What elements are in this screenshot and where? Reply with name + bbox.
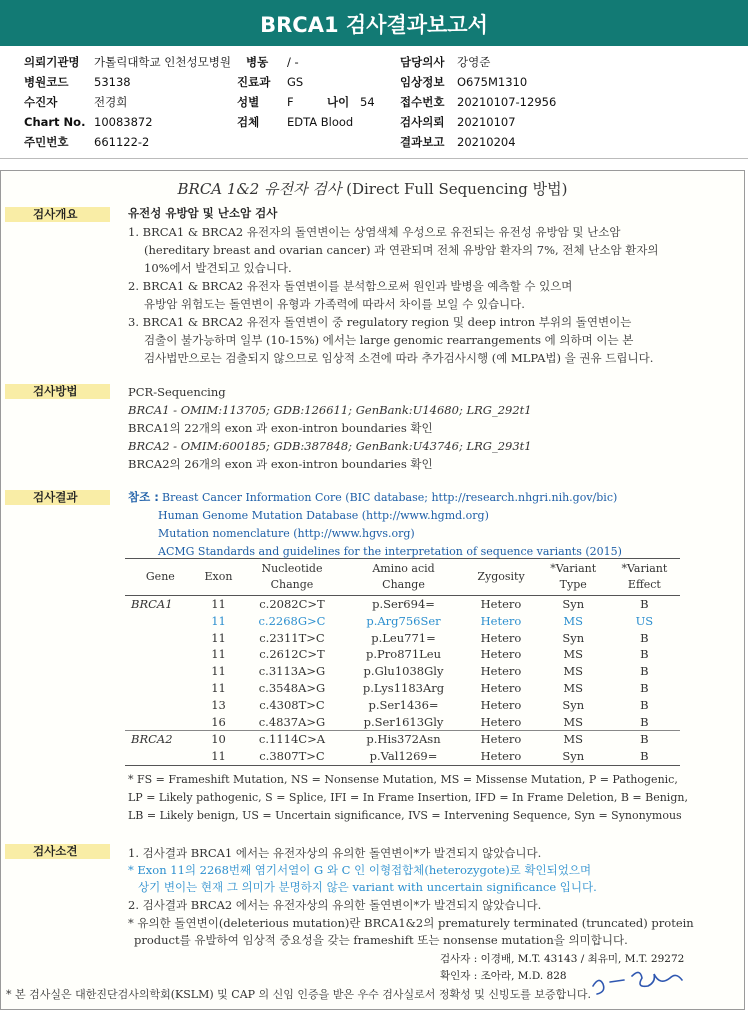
cell-variant-type: Syn (562, 697, 585, 712)
info-label: Chart No. (24, 115, 86, 129)
info-label: 주민번호 (24, 135, 69, 149)
cell-nucleotide: c.2612C>T (259, 647, 325, 662)
info-value: 53138 (94, 75, 131, 89)
cell-exon: 10 (196, 731, 242, 748)
cell-variant-type: MS (538, 731, 609, 748)
cell-zygosity: Hetero (480, 647, 522, 662)
cell-nucleotide: c.3807T>C (259, 749, 325, 764)
info-value: O675M1310 (457, 75, 528, 89)
findings-line: 상기 변이는 현재 그 의미가 분명하지 않은 variant with uncertain significance 입니다. (138, 880, 597, 894)
overview-line: 3. BRCA1 & BRCA2 유전자 돌연변이 중 regulatory region 및 deep intron 부위의 돌연변이는 (128, 315, 632, 329)
info-label: 병원코드 (24, 75, 69, 89)
cell-gene (125, 646, 196, 663)
table-row (125, 748, 680, 765)
cell-exon: 11 (211, 597, 226, 611)
cell-gene (125, 630, 196, 647)
info-value: GS (287, 75, 304, 89)
info-label: 나이 (327, 95, 350, 109)
column-header-variant-effect: *Variant Effect (621, 562, 668, 591)
cell-amino-acid: p.Arg756Ser (366, 613, 441, 628)
cell-zygosity: Hetero (480, 697, 522, 712)
findings-line: * 유의한 돌연변이(deleterious mutation)란 BRCA1&2의 prematurely terminated (truncated) protein (128, 916, 694, 930)
table-row (125, 731, 680, 748)
section-label-results: 검사결과 (5, 490, 110, 505)
legend-line: * FS = Frameshift Mutation, NS = Nonsense Mutation, MS = Missense Mutation, P = Pathogenic, (128, 773, 678, 786)
cell-nucleotide: c.2311T>C (259, 630, 325, 645)
cell-exon: 11 (211, 680, 226, 695)
cell-gene: BRCA1 (131, 597, 173, 611)
cell-variant-effect: B (640, 714, 649, 729)
cell-variant-effect: B (640, 664, 649, 679)
overview-line: 1. BRCA1 & BRCA2 유전자의 돌연변이는 상염색체 우성으로 유전되는 유전성 유방암 및 난소암 (128, 225, 621, 239)
info-value: 20210204 (457, 135, 516, 149)
cell-zygosity: Hetero (480, 749, 522, 764)
report-title-bar: BRCA1 검사결과보고서 (0, 0, 748, 46)
table-row (125, 680, 680, 697)
info-value: 가톨릭대학교 인천성모병원 (94, 55, 231, 69)
cell-nucleotide: c.3113A>G (258, 664, 326, 679)
cell-variant-type: Syn (562, 749, 585, 764)
cell-exon: 11 (211, 647, 226, 662)
cell-amino-acid: p.Leu771= (371, 630, 436, 645)
column-header-exon: Exon (204, 570, 233, 583)
info-value: 20210107 (457, 115, 516, 129)
confirmer-signature-line: 확인자 : 조아라, M.D. 828 (440, 970, 567, 982)
overview-line: 검사법만으로는 검출되지 않으므로 임상적 소견에 따라 추가검사시행 (예 MLPA법) 을 권유 드립니다. (144, 351, 654, 365)
info-label: 결과보고 (400, 135, 445, 149)
cell-variant-effect: B (640, 597, 649, 611)
cell-exon: 11 (211, 630, 226, 645)
overview-line: 검출이 불가능하며 일부 (10-15%) 에서는 large genomic rearrangements 에 의하며 이는 본 (144, 333, 634, 347)
overview-line: (hereditary breast and ovarian cancer) 과 연관되며 전체 유방암 환자의 7%, 전체 난소암 환자의 (144, 243, 659, 257)
info-label: 의뢰기관명 (24, 55, 80, 69)
cell-variant-effect: B (640, 749, 649, 764)
cell-zygosity: Hetero (480, 613, 522, 628)
cell-nucleotide: c.2082C>T (259, 597, 325, 611)
findings-line: 1. 검사결과 BRCA1 에서는 유전자상의 유의한 돌연변이*가 발견되지 않았습니다. (128, 846, 542, 860)
method-line: BRCA1 - OMIM:113705; GDB:126611; GenBank:U14680; LRG_292t1 (128, 403, 532, 417)
cell-variant-effect: B (609, 731, 680, 748)
overview-line: 2. BRCA1 & BRCA2 유전자 돌연변이를 분석함으로써 원인과 발병을 예측할 수 있으며 (128, 279, 573, 293)
legend-line: LP = Likely pathogenic, S = Splice, IFI = In Frame Insertion, IFD = In Frame Deletion, B = Benign, (128, 791, 688, 804)
cell-variant-type: MS (563, 714, 584, 729)
table-row (125, 697, 680, 714)
variant-table (125, 558, 680, 766)
info-value: 661122-2 (94, 135, 150, 149)
cell-gene (125, 613, 196, 630)
reference-item: Breast Cancer Information Core (BIC database; http://research.nhgri.nih.gov/bic) (162, 491, 618, 504)
cell-variant-effect: US (635, 613, 654, 628)
report-heading (0, 178, 745, 199)
info-label: 병동 (246, 55, 269, 69)
cell-exon: 13 (211, 697, 226, 712)
cell-variant-type: MS (563, 680, 584, 695)
cell-nucleotide: c.2268G>C (258, 613, 326, 628)
info-value: / - (287, 55, 299, 69)
method-line: BRCA1의 22개의 exon 과 exon-intron boundaries 확인 (128, 421, 433, 435)
cell-gene (125, 663, 196, 680)
table-row (125, 663, 680, 680)
cell-amino-acid: p.Ser1436= (368, 697, 439, 712)
cell-zygosity: Hetero (480, 664, 522, 679)
cell-gene (125, 680, 196, 697)
cell-zygosity: Hetero (480, 630, 522, 645)
column-header-zygosity: Zygosity (477, 570, 525, 583)
examiner-signature-line: 검사자 : 이경배, M.T. 43143 / 최유미, M.T. 29272 (440, 953, 685, 965)
overview-heading: 유전성 유방암 및 난소암 검사 (128, 206, 278, 220)
reference-item: ACMG Standards and guidelines for the interpretation of sequence variants (2015) (158, 545, 622, 558)
cell-amino-acid: p.Val1269= (369, 749, 438, 764)
legend-line: LB = Likely benign, US = Uncertain significance, IVS = Intervening Sequence, Syn = Synonymous (128, 809, 682, 822)
info-value: 10083872 (94, 115, 153, 129)
cell-variant-type: Syn (562, 597, 585, 611)
table-row (125, 646, 680, 663)
section-label-overview: 검사개요 (5, 207, 110, 222)
cell-amino-acid: p.Ser694= (372, 597, 435, 611)
cell-variant-type: MS (563, 647, 584, 662)
cell-variant-effect: B (640, 647, 649, 662)
report-heading-sub: (Direct Full Sequencing 방법) (346, 180, 568, 198)
cell-nucleotide: c.4837A>G (258, 714, 326, 729)
reference-item: Human Genome Mutation Database (http://www.hgmd.org) (158, 509, 489, 522)
cell-zygosity: Hetero (480, 714, 522, 729)
cell-zygosity: Hetero (464, 731, 537, 748)
cell-amino-acid: p.Ser1613Gly (363, 714, 444, 729)
variant-table-header (125, 559, 680, 596)
accreditation-footnote: * 본 검사실은 대한진단검사의학회(KSLM) 및 CAP 의 신임 인증을 받은 우수 검사실로서 정확성 및 신빙도를 보증합니다. (6, 988, 592, 1001)
findings-line: 2. 검사결과 BRCA2 에서는 유전자상의 유의한 돌연변이*가 발견되지 않았습니다. (128, 898, 542, 912)
column-header-nucleotide: Nucleotide Change (261, 562, 323, 591)
cell-gene: BRCA2 (125, 731, 196, 748)
handwritten-signature (588, 962, 698, 1000)
reference-item: Mutation nomenclature (http://www.hgvs.org) (158, 527, 415, 540)
cell-gene (125, 748, 196, 765)
cell-amino-acid: p.His372Asn (343, 731, 465, 748)
info-value: F (287, 95, 294, 109)
cell-amino-acid: p.Lys1183Arg (362, 680, 445, 695)
cell-variant-effect: B (640, 680, 649, 695)
table-row (125, 630, 680, 647)
findings-line: * Exon 11의 2268번째 염기서열이 G 와 C 인 이형접합체(heterozygote)로 확인되었으며 (128, 863, 592, 877)
column-header-variant-type: *Variant Type (550, 562, 597, 591)
table-row (125, 613, 680, 630)
column-header-amino-acid: Amino acid Change (372, 562, 435, 591)
cell-variant-type: MS (563, 613, 584, 628)
overview-line: 유방암 위험도는 돌연변이 유형과 가족력에 따라서 차이를 보일 수 있습니다. (144, 297, 525, 311)
cell-variant-effect: B (640, 630, 649, 645)
method-line: BRCA2 - OMIM:600185; GDB:387848; GenBank:U43746; LRG_293t1 (128, 439, 532, 453)
cell-exon: 11 (211, 664, 226, 679)
column-header-gene: Gene (145, 570, 175, 583)
info-label: 수진자 (24, 95, 58, 109)
cell-amino-acid: p.Pro871Leu (366, 647, 441, 662)
cell-exon: 11 (211, 613, 226, 628)
overview-line: 10%에서 발견되고 있습니다. (144, 261, 292, 275)
report-heading-main: BRCA 1&2 유전자 검사 (177, 180, 342, 198)
cell-exon: 11 (211, 749, 226, 764)
cell-gene (125, 714, 196, 731)
table-row (125, 714, 680, 731)
info-label: 접수번호 (400, 95, 445, 109)
info-label: 임상정보 (400, 75, 445, 89)
info-label: 성별 (237, 95, 260, 109)
cell-gene (125, 697, 196, 714)
cell-variant-effect: B (640, 697, 649, 712)
cell-variant-type: MS (563, 664, 584, 679)
info-value: EDTA Blood (287, 115, 354, 129)
cell-zygosity: Hetero (480, 597, 522, 611)
cell-nucleotide: c.3548A>G (258, 680, 326, 695)
method-line: PCR-Sequencing (128, 385, 226, 399)
info-value: 전경희 (94, 95, 128, 109)
findings-line: product를 유발하여 임상적 중요성을 갖는 frameshift 또는 nonsense mutation을 의미합니다. (134, 933, 628, 947)
info-label: 검사의뢰 (400, 115, 445, 129)
info-value: 54 (360, 95, 375, 109)
cell-amino-acid: p.Glu1038Gly (363, 664, 444, 679)
info-label: 담당의사 (400, 55, 445, 69)
cell-variant-type: Syn (562, 630, 585, 645)
table-row (125, 596, 680, 613)
info-label: 검체 (237, 115, 260, 129)
section-label-findings: 검사소견 (5, 844, 110, 859)
cell-exon: 16 (211, 714, 226, 729)
cell-nucleotide: c.4308T>C (259, 697, 325, 712)
info-value: 강영준 (457, 55, 491, 69)
cell-zygosity: Hetero (480, 680, 522, 695)
info-label: 진료과 (237, 75, 271, 89)
cell-nucleotide: c.1114C>A (241, 731, 342, 748)
reference-prefix: 참조 : (128, 490, 159, 504)
divider (0, 158, 748, 159)
info-value: 20210107-12956 (457, 95, 557, 109)
section-label-method: 검사방법 (5, 384, 110, 399)
method-line: BRCA2의 26개의 exon 과 exon-intron boundaries 확인 (128, 457, 433, 471)
